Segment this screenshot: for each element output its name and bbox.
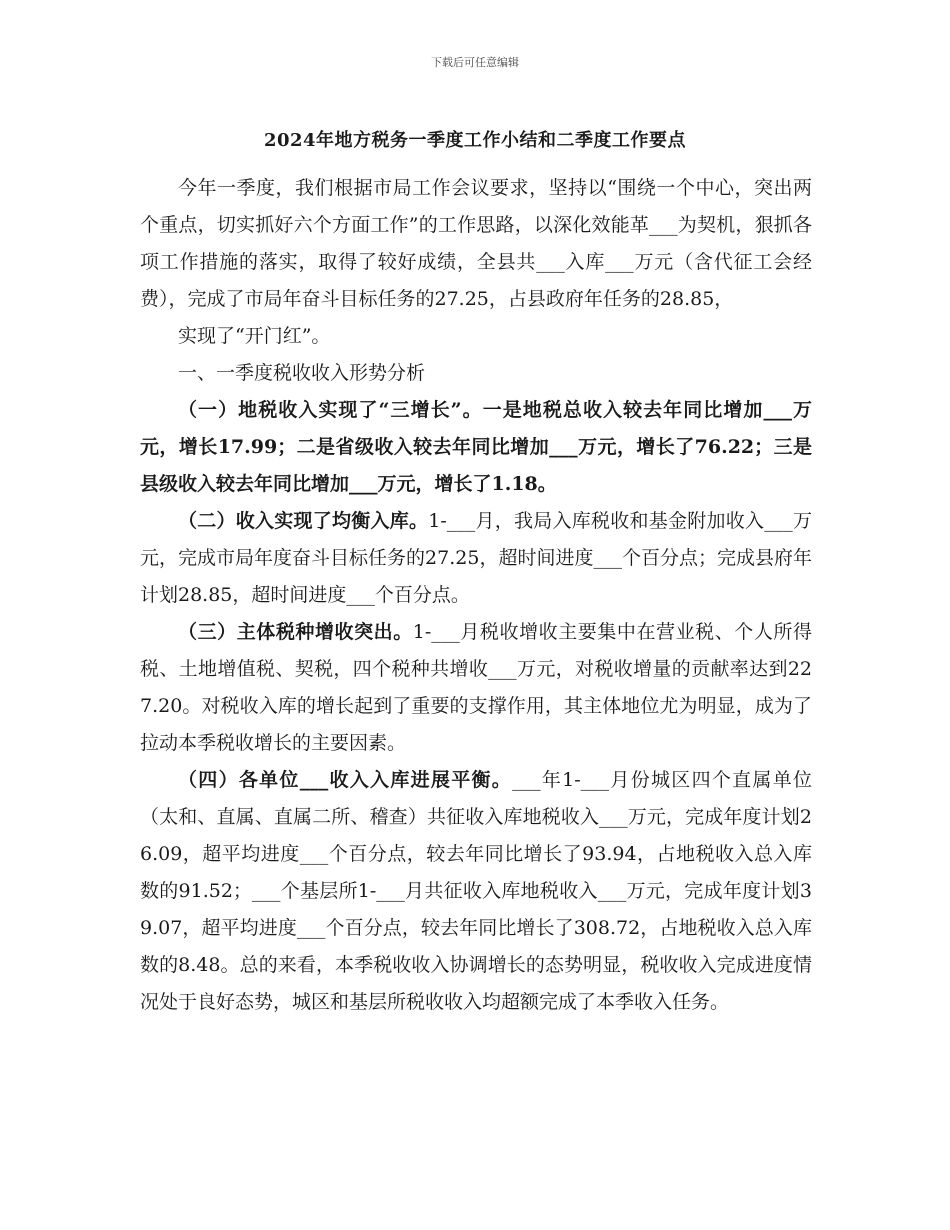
paragraph-text: 1-___月税收增收主要集中在营业税、个人所得税、土地增值税、契税，四个税种共增收___万元，对税收增量的贡献率达到227.20。对税收入库的增长起到了重要的支撑作用，其主体地位尤为明显，成为了拉动本季税收增长的主要因素。 (140, 621, 812, 754)
paragraph-intro (140, 170, 812, 318)
paragraph-main-taxes (140, 614, 812, 762)
paragraph-text: 1-___月，我局入库税收和基金附加收入___万元，完成市局年度奋斗目标任务的27.25，超时间进度___个百分点；完成县府年计划28.85，超时间进度___个百分点。 (140, 510, 812, 606)
header-note: 下载后可任意编辑 (431, 56, 519, 69)
document-body (140, 170, 812, 1021)
paragraph-lead: （二）收入实现了均衡入库。 (178, 510, 429, 532)
paragraph-lead: （三）主体税种增收突出。 (178, 621, 413, 643)
paragraph-kaimenhong (140, 318, 812, 355)
document-title: 2024年地方税务一季度工作小结和二季度工作要点 (263, 130, 687, 151)
paragraph-units-progress (140, 762, 812, 1021)
paragraph-lead: （一）地税收入实现了“三增长”。一是地税总收入较去年同比增加___万元，增长17.99；二是省级收入较去年同比增加___万元，增长了76.22；三是县级收入较去年同比增加___万元，增长了1.18。 (140, 399, 812, 495)
paragraph-text: 实现了“开门红”。 (178, 325, 331, 347)
paragraph-lead: （四）各单位___收入入库进展平衡。 (178, 769, 513, 791)
paragraph-three-growth (140, 392, 812, 503)
paragraph-text: 一、一季度税收收入形势分析 (178, 362, 426, 384)
paragraph-text: 今年一季度，我们根据市局工作会议要求，坚持以“围绕一个中心，突出两个重点，切实抓好六个方面工作”的工作思路，以深化效能革___为契机，狠抓各项工作措施的落实，取得了较好成绩，全县共___入库___万元（含代征工会经费），完成了市局年奋斗目标任务的27.25，占县政府年任务的28.85， (140, 177, 812, 310)
paragraph-balanced-income (140, 503, 812, 614)
paragraph-text: ___年1-___月份城区四个直属单位（太和、直属、直属二所、稽查）共征收入库地税收入___万元，完成年度计划26.09，超平均进度___个百分点，较去年同比增长了93.94，占地税收入总入库数的91.52；___个基层所1-___月共征收入库地税收入___万元，完成年度计划39.07，超平均进度___个百分点，较去年同比增长了308.72，占地税收入总入库数的8.48。总的来看，本季税收收入协调增长的态势明显，税收收入完成进度情况处于良好态势，城区和基层所税收收入均超额完成了本季收入任务。 (140, 769, 812, 1013)
section-heading-1 (140, 355, 812, 392)
